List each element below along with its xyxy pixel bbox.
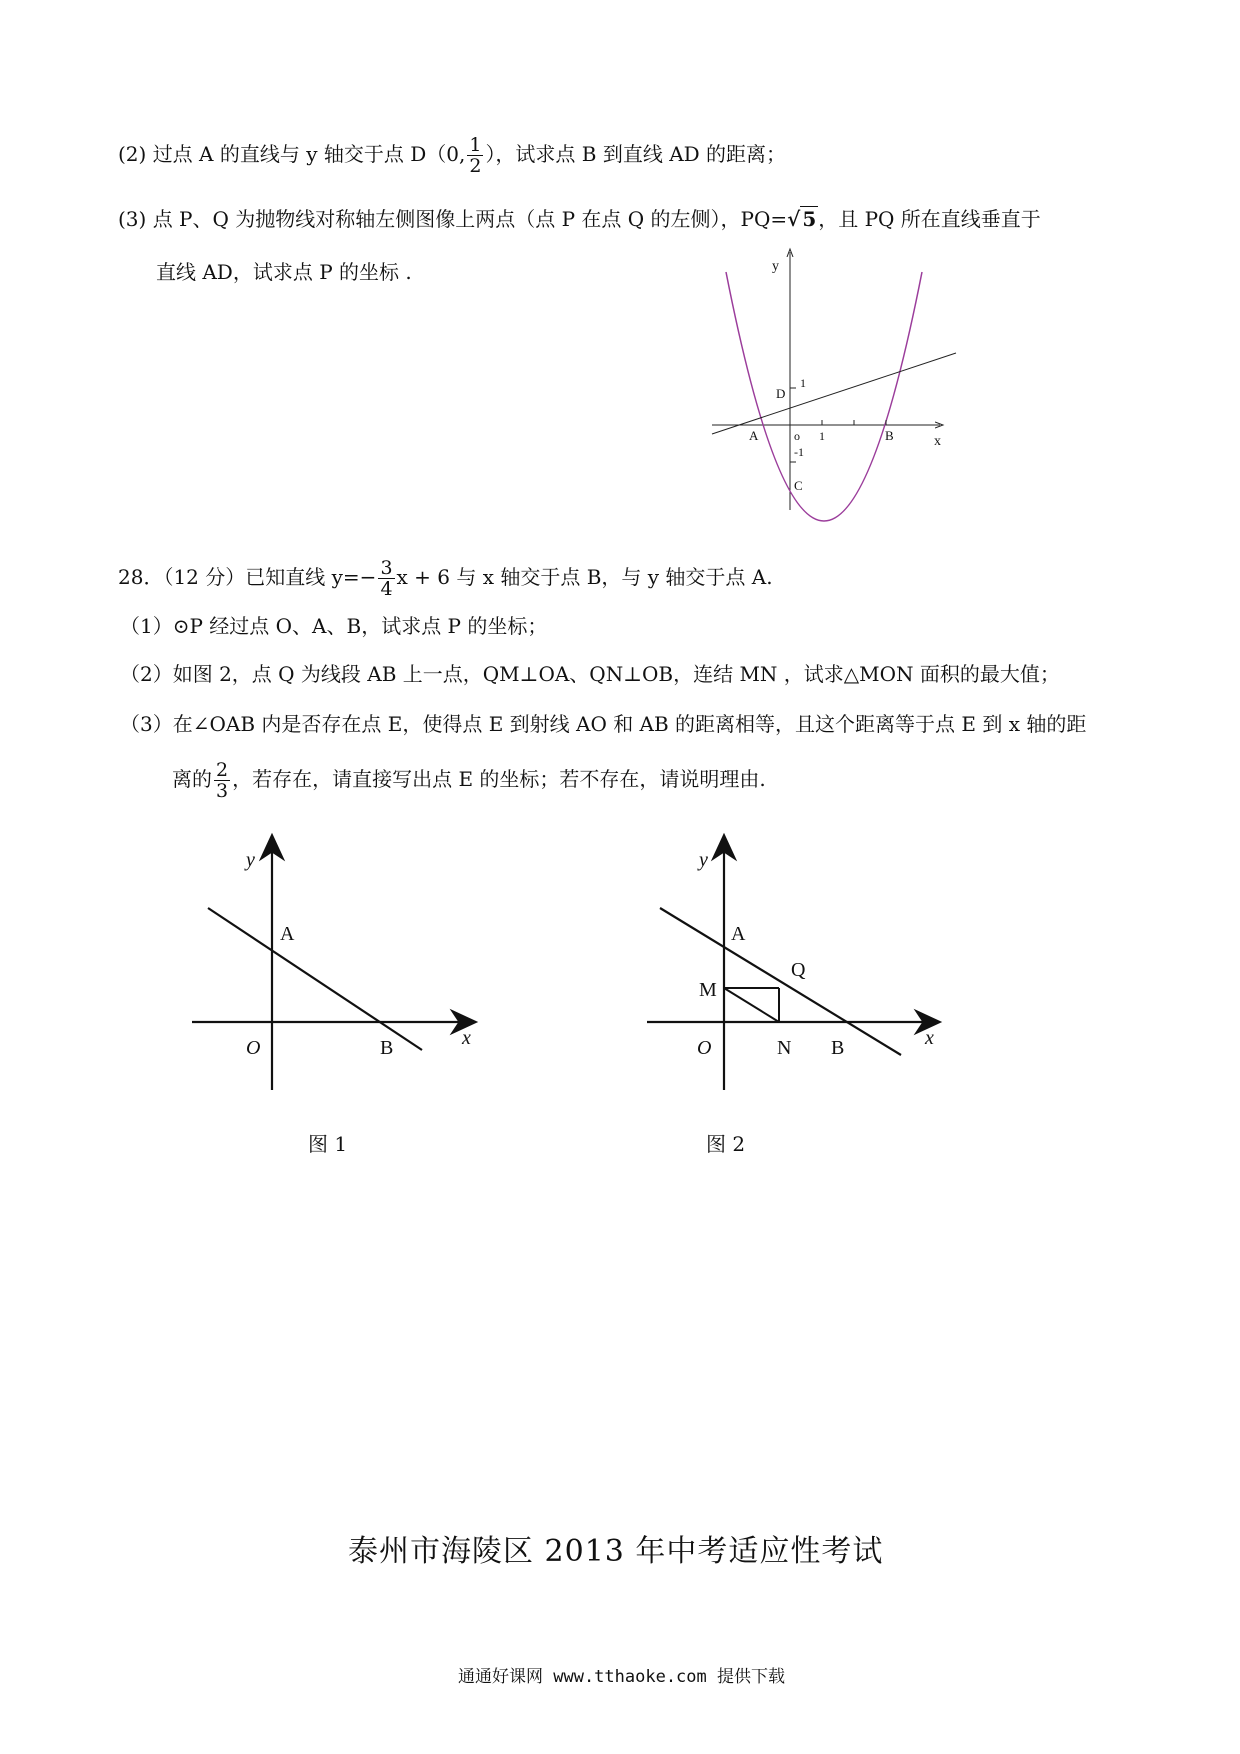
fig2-x-label: x bbox=[925, 1027, 934, 1049]
fig1-y-label: y bbox=[246, 849, 255, 871]
figure-2 bbox=[645, 840, 945, 1100]
q27-part3-line2: 直线 AD，试求点 P 的坐标 . bbox=[156, 260, 412, 284]
figure-1-caption: 图 1 bbox=[308, 1132, 348, 1156]
q28-part2: （2）如图 2，点 Q 为线段 AB 上一点，QM⊥OA、QN⊥OB，连结 MN ，试求△MON 面积的最大值； bbox=[120, 662, 1060, 686]
fig1-line-ab bbox=[208, 908, 422, 1050]
graph-point-b: B bbox=[885, 428, 894, 443]
fig2-point-b: B bbox=[831, 1037, 845, 1059]
fig1-origin: O bbox=[246, 1037, 261, 1059]
q27-part3-line1: (3) 点 P、Q 为抛物线对称轴左侧图像上两点（点 P 在点 Q 的左侧），PQ=√ 5 ，且 PQ 所在直线垂直于 bbox=[118, 207, 1041, 231]
graph-point-c: C bbox=[794, 478, 803, 493]
q28-part3-line2: 离的 $\frac{2}{3}$ ，若存在，请直接写出点 E 的坐标；若不存在，请说明理由. bbox=[172, 759, 766, 802]
graph-x-label: x bbox=[934, 434, 941, 449]
graph-point-d: D bbox=[776, 386, 786, 401]
sqrt-expression: √ 5 bbox=[787, 207, 817, 231]
fraction-two-thirds: $\frac{2}{3}$ bbox=[216, 759, 229, 802]
page-footer: 通通好课网 www.tthaoke.com 提供下载 bbox=[458, 1667, 785, 1687]
exam-title: 泰州市海陵区 2013 年中考适应性考试 bbox=[348, 1534, 884, 1569]
fig2-line-ab bbox=[660, 908, 901, 1055]
fig2-point-a: A bbox=[731, 923, 746, 945]
fig2-point-q: Q bbox=[791, 959, 806, 981]
line-ad bbox=[712, 353, 956, 434]
fig1-point-b: B bbox=[380, 1037, 394, 1059]
fraction-half: $\frac{1}{2}$ bbox=[469, 134, 482, 177]
graph-point-a: A bbox=[749, 428, 759, 443]
graph-tick-neg1: -1 bbox=[794, 445, 804, 459]
graph-tick-x1: 1 bbox=[819, 429, 825, 443]
fig1-point-a: A bbox=[280, 923, 295, 945]
fig2-segment-mn bbox=[724, 988, 779, 1022]
parabola-graph bbox=[700, 240, 970, 530]
graph-tick-y1: 1 bbox=[800, 376, 806, 390]
q28-part1: （1）⊙P 经过点 O、A、B，试求点 P 的坐标； bbox=[120, 614, 548, 638]
figure-1 bbox=[190, 840, 480, 1100]
q27-part2: (2) 过点 A 的直线与 y 轴交于点 D（0, $\frac{1}{2}$ ），试求点 B 到直线 AD 的距离； bbox=[118, 134, 787, 177]
fig2-point-n: N bbox=[777, 1037, 792, 1059]
fig1-x-label: x bbox=[462, 1027, 471, 1049]
fraction-three-quarters: $\frac{3}{4}$ bbox=[380, 557, 393, 600]
graph-y-label: y bbox=[772, 259, 779, 274]
q28-part3-line1: （3）在∠OAB 内是否存在点 E，使得点 E 到射线 AO 和 AB 的距离相等，且这个距离等于点 E 到 x 轴的距 bbox=[120, 712, 1087, 736]
graph-origin: o bbox=[794, 429, 800, 443]
fig2-origin: O bbox=[697, 1037, 712, 1059]
q28-intro: 28．（12 分）已知直线 y=− $\frac{3}{4}$ x + 6 与 x 轴交于点 B，与 y 轴交于点 A. bbox=[118, 557, 773, 600]
figure-2-caption: 图 2 bbox=[706, 1132, 746, 1156]
fig2-y-label: y bbox=[699, 849, 708, 871]
fig2-point-m: M bbox=[699, 979, 717, 1001]
